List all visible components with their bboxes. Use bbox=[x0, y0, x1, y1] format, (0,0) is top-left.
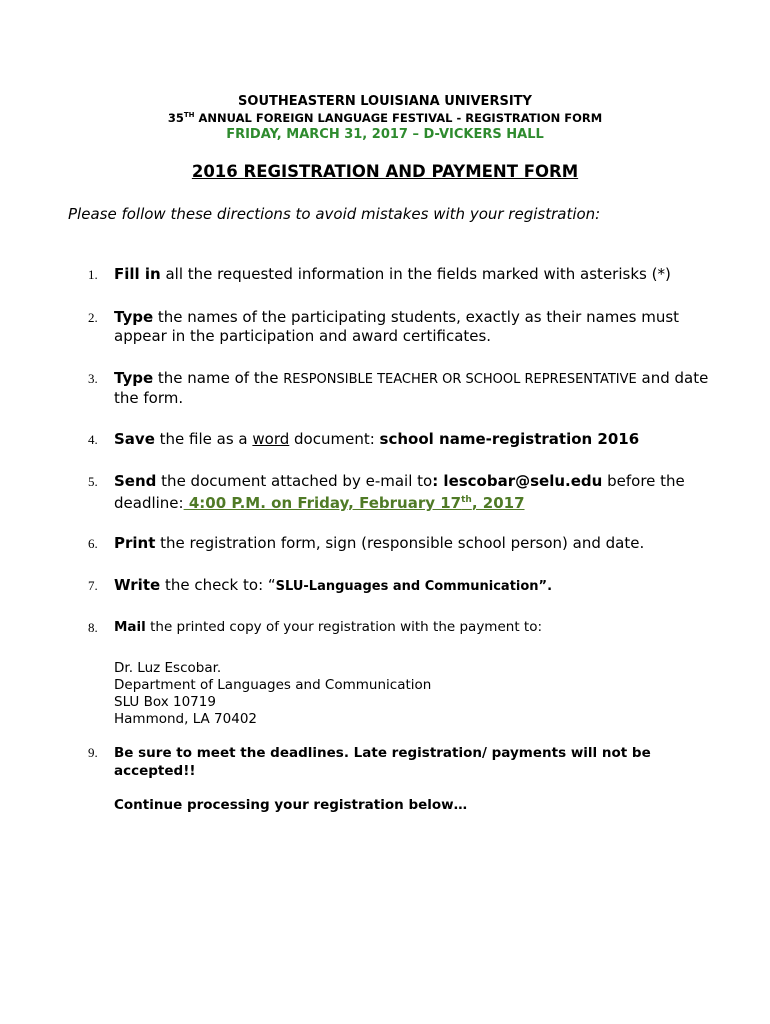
address-line: Hammond, LA 70402 bbox=[114, 711, 257, 727]
payee-name: SLU-Languages and Communication”. bbox=[275, 579, 553, 594]
address-line: Department of Languages and Communication bbox=[114, 677, 432, 693]
item-text: the name of the bbox=[153, 369, 284, 387]
item-keyword: Type bbox=[114, 308, 154, 326]
intro-text: Please follow these directions to avoid mistakes with your registration: bbox=[68, 205, 601, 223]
deadline-date: 4:00 P.M. on Friday, February 17 bbox=[183, 494, 462, 512]
item-text: the printed copy of your registration with the payment to: bbox=[145, 619, 543, 635]
deadline-ordinal: th bbox=[461, 495, 472, 505]
mailing-address bbox=[114, 660, 431, 728]
university-name: SOUTHEASTERN LOUISIANA UNIVERSITY bbox=[238, 94, 532, 109]
address-line: Dr. Luz Escobar. bbox=[114, 660, 222, 676]
item-text: all the requested information in the fields marked with asterisks (*) bbox=[160, 265, 671, 283]
item-caps-text: RESPONSIBLE TEACHER OR SCHOOL REPRESENTATIVE bbox=[283, 372, 637, 387]
festival-name: ANNUAL FOREIGN LANGUAGE FESTIVAL - REGISTRATION FORM bbox=[194, 111, 603, 125]
item-text: the document attached by e-mail to bbox=[156, 472, 433, 490]
festival-number: 35 bbox=[167, 111, 184, 125]
item-keyword: Mail bbox=[114, 619, 146, 635]
item-text: before the deadline: bbox=[114, 472, 685, 512]
item-text: and date the form. bbox=[114, 369, 709, 407]
item-text: the registration form, sign (responsible school person) and date. bbox=[155, 534, 645, 552]
item-underlined-text: word bbox=[252, 430, 290, 448]
page-title: 2016 REGISTRATION AND PAYMENT FORM bbox=[191, 162, 579, 181]
event-date-location: FRIDAY, MARCH 31, 2017 – D-VICKERS HALL bbox=[226, 127, 544, 142]
item-keyword: Send bbox=[114, 472, 157, 490]
item-keyword: Write bbox=[114, 576, 161, 594]
continue-note: Continue processing your registration below… bbox=[114, 797, 468, 813]
deadline-year: , 2017 bbox=[471, 494, 525, 512]
address-line: SLU Box 10719 bbox=[114, 694, 216, 710]
item-text: the file as a bbox=[154, 430, 253, 448]
item-keyword: Print bbox=[114, 534, 156, 552]
item-text: document: bbox=[289, 430, 380, 448]
item-keyword: Save bbox=[114, 430, 155, 448]
item-keyword: Type bbox=[114, 369, 154, 387]
email-link[interactable]: : lescobar@selu.edu bbox=[432, 472, 603, 490]
item-number: 9. bbox=[88, 745, 98, 760]
item-text: the names of the participating students, exactly as their names must appear in the participation and award certificates. bbox=[114, 308, 680, 345]
festival-title bbox=[0, 111, 770, 125]
item-filename: school name-registration 2016 bbox=[379, 430, 640, 448]
deadline-text bbox=[184, 494, 525, 512]
item-number: 7. bbox=[88, 578, 98, 593]
item-number: 1. bbox=[88, 267, 98, 282]
item-number: 3. bbox=[88, 371, 98, 386]
item-text: the check to: “ bbox=[160, 576, 276, 594]
item-keyword: Fill in bbox=[114, 265, 161, 283]
festival-ordinal: TH bbox=[183, 111, 195, 119]
item-number: 8. bbox=[88, 620, 98, 635]
item-number: 5. bbox=[88, 474, 98, 489]
item-number: 6. bbox=[88, 536, 98, 551]
item-number: 2. bbox=[88, 310, 98, 325]
item-warning: Be sure to meet the deadlines. Late registration/ payments will not be accepted!! bbox=[114, 745, 651, 779]
item-number: 4. bbox=[88, 432, 98, 447]
